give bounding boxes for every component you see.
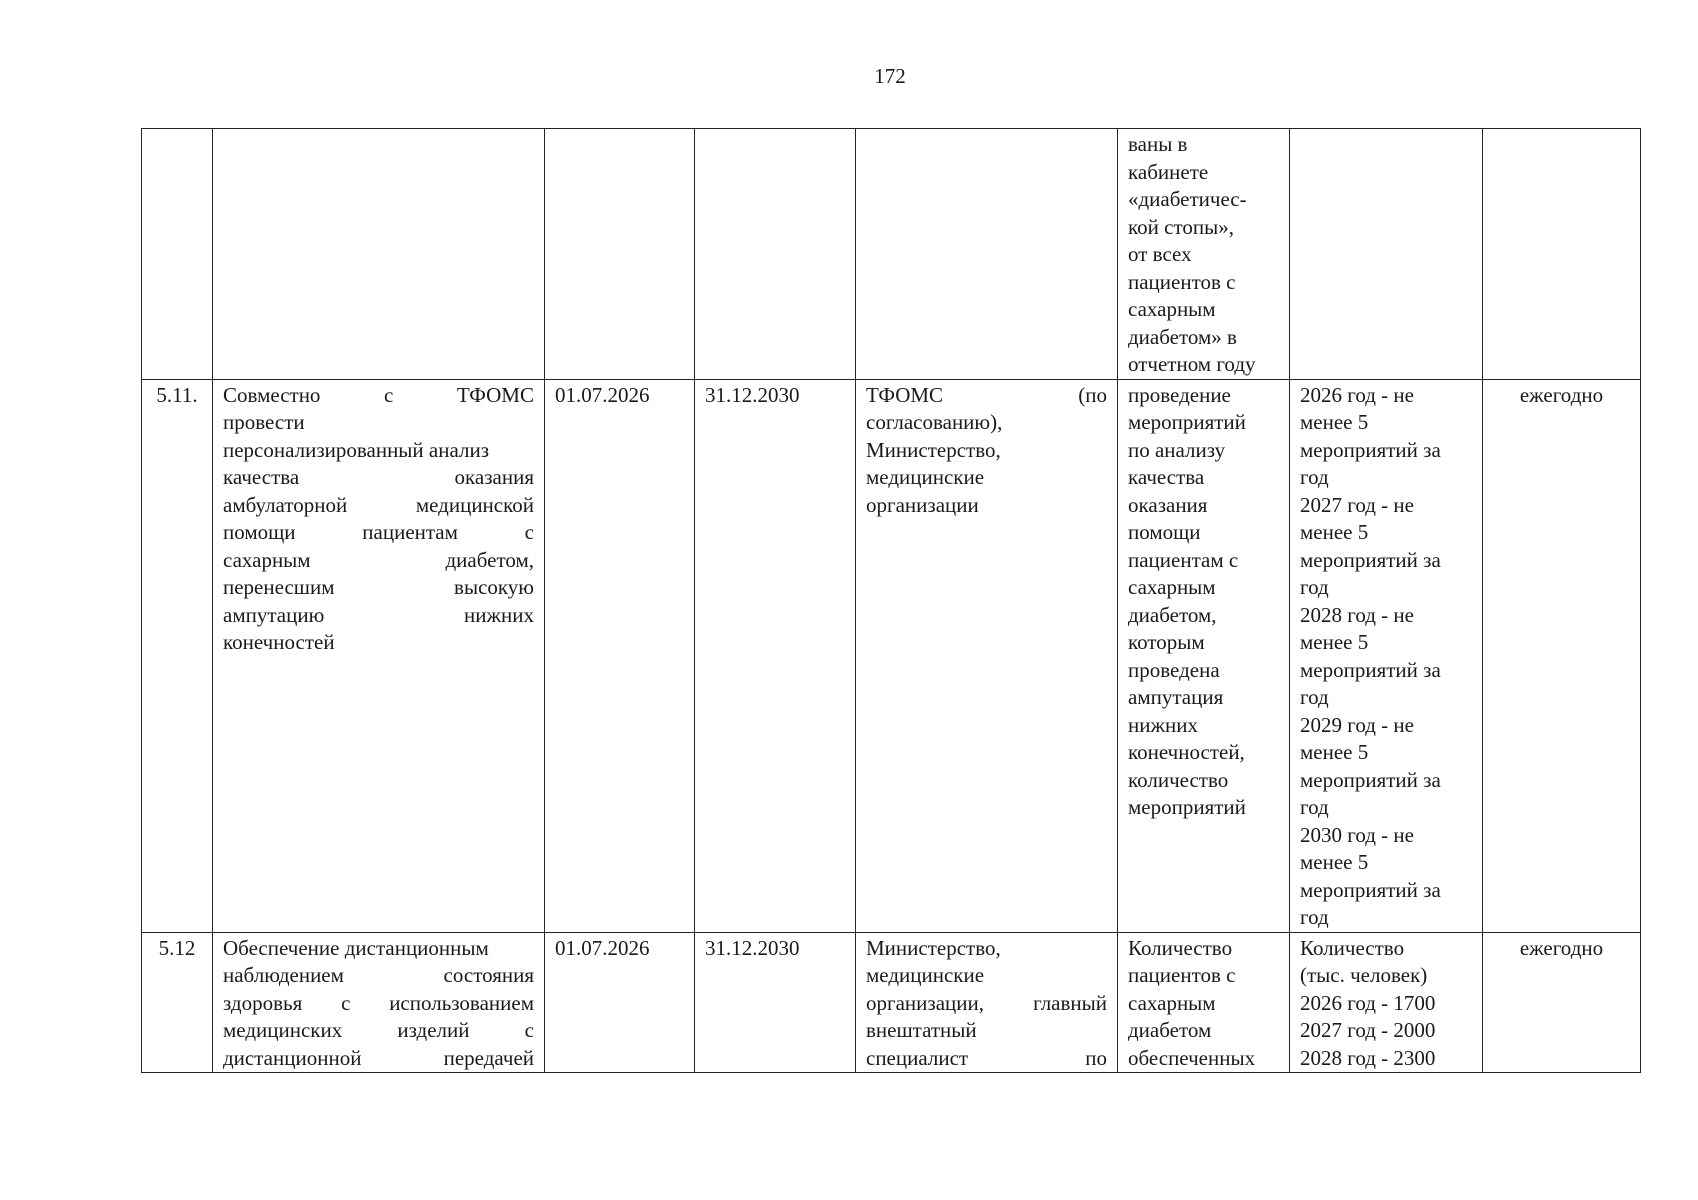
text-line: медицинских изделий с xyxy=(223,1018,534,1042)
cell-activity xyxy=(213,379,545,932)
text-line: организации, главный xyxy=(866,990,1107,1015)
text-line: дистанционной передачей xyxy=(223,1045,534,1070)
text-line: 2029 год - не xyxy=(1300,712,1414,737)
text-line: помощи пациентам с xyxy=(223,520,534,544)
table-row xyxy=(142,932,1641,1073)
text-line: диабетом» в xyxy=(1128,324,1237,349)
text-line: Совместно с ТФОМС xyxy=(223,382,534,407)
text-line: амбулаторной медицинской xyxy=(223,492,534,517)
text-line: мероприятий за xyxy=(1300,547,1441,572)
text-line: мероприятий за xyxy=(1300,657,1441,682)
text-line: менее 5 xyxy=(1300,850,1369,874)
text-line: мероприятий xyxy=(1128,795,1246,819)
text-line: организации xyxy=(866,492,979,517)
cell-target-value xyxy=(1290,932,1483,1073)
text-line: «диабетичес- xyxy=(1128,187,1247,211)
text-line: год xyxy=(1300,905,1329,929)
cell-responsible xyxy=(856,379,1118,932)
text-line: которым xyxy=(1128,630,1205,654)
text-line: от всех xyxy=(1128,242,1192,266)
cell-start-date: 01.07.2026 xyxy=(545,932,695,1073)
text-line: ампутация xyxy=(1128,685,1224,709)
text-line: мероприятий за xyxy=(1300,877,1441,902)
text-line: медицинские xyxy=(866,963,985,987)
text-line: медицинские xyxy=(866,465,985,489)
text-line: оказания xyxy=(1128,492,1208,517)
text-line: менее 5 xyxy=(1300,630,1369,654)
cell-number xyxy=(142,129,213,380)
text-line: 2030 год - не xyxy=(1300,822,1414,847)
text-line: менее 5 xyxy=(1300,520,1369,544)
text-line: сахарным xyxy=(1128,575,1216,599)
text-line: ампутацию нижних xyxy=(223,602,534,627)
text-line: обеспеченных xyxy=(1128,1045,1256,1070)
cell-indicator xyxy=(1118,379,1290,932)
cell-end-date xyxy=(695,129,856,380)
text-line: диабетом, xyxy=(1128,602,1217,627)
text-line: персонализированный анализ xyxy=(223,437,489,462)
text-line: пациентов с xyxy=(1128,963,1236,987)
text-line: здоровья с использованием xyxy=(223,990,534,1015)
text-line: нижних xyxy=(1128,712,1198,737)
cell-responsible xyxy=(856,932,1118,1073)
text-line: ваны в xyxy=(1128,132,1188,156)
text-line: конечностей, xyxy=(1128,740,1245,764)
text-line: Количество xyxy=(1300,935,1405,960)
cell-number: 5.11. xyxy=(142,379,213,932)
page-number: 172 xyxy=(874,64,906,88)
cell-reporting-period: ежегодно xyxy=(1483,379,1641,932)
cell-target-value xyxy=(1290,379,1483,932)
cell-reporting-period: ежегодно xyxy=(1483,932,1641,1073)
text-line: год xyxy=(1300,465,1329,489)
text-line: качества оказания xyxy=(223,465,534,489)
text-line: Министерство, xyxy=(866,437,1001,462)
text-line: 2026 год - 1700 xyxy=(1300,990,1436,1015)
text-line: количество xyxy=(1128,767,1229,792)
cell-end-date: 31.12.2030 xyxy=(695,379,856,932)
text-line: кой стопы», xyxy=(1128,214,1234,239)
cell-reporting-period xyxy=(1483,129,1641,380)
text-line: помощи xyxy=(1128,520,1201,544)
cell-activity xyxy=(213,932,545,1073)
text-line: наблюдением состояния xyxy=(223,963,534,987)
text-line: 2028 год - 2300 xyxy=(1300,1045,1436,1070)
text-line: внештатный xyxy=(866,1018,977,1042)
text-line: 2027 год - 2000 xyxy=(1300,1018,1436,1042)
text-line: 2027 год - не xyxy=(1300,492,1414,517)
cell-indicator xyxy=(1118,129,1290,380)
text-line: конечностей xyxy=(223,630,335,654)
text-line: провести xyxy=(223,410,305,434)
text-line: по анализу xyxy=(1128,437,1226,462)
text-line: диабетом xyxy=(1128,1018,1212,1042)
text-line: проведение xyxy=(1128,382,1231,407)
text-line: качества xyxy=(1128,465,1205,489)
cell-target-value xyxy=(1290,129,1483,380)
cell-responsible xyxy=(856,129,1118,380)
text-line: мероприятий за xyxy=(1300,767,1441,792)
cell-start-date xyxy=(545,129,695,380)
text-line: ТФОМС (по xyxy=(866,382,1107,407)
text-line: менее 5 xyxy=(1300,410,1369,434)
text-line: перенесшим высокую xyxy=(223,575,534,599)
cell-indicator xyxy=(1118,932,1290,1073)
activities-table xyxy=(141,128,1641,1073)
text-line: Министерство, xyxy=(866,935,1001,960)
cell-number: 5.12 xyxy=(142,932,213,1073)
text-line: специалист по xyxy=(866,1045,1107,1070)
cell-start-date: 01.07.2026 xyxy=(545,379,695,932)
text-line: год xyxy=(1300,685,1329,709)
text-line: сахарным xyxy=(1128,990,1216,1015)
text-line: менее 5 xyxy=(1300,740,1369,764)
table-row xyxy=(142,379,1641,932)
cell-activity xyxy=(213,129,545,380)
text-line: мероприятий за xyxy=(1300,437,1441,462)
text-line: 2028 год - не xyxy=(1300,602,1414,627)
text-line: кабинете xyxy=(1128,159,1209,184)
text-line: год xyxy=(1300,795,1329,819)
text-line: сахарным диабетом, xyxy=(223,547,534,572)
text-line: проведена xyxy=(1128,657,1220,682)
text-line: согласованию), xyxy=(866,410,1003,434)
text-line: год xyxy=(1300,575,1329,599)
text-line: (тыс. человек) xyxy=(1300,963,1428,987)
text-line: пациентам с xyxy=(1128,547,1239,572)
table-row xyxy=(142,129,1641,380)
cell-end-date: 31.12.2030 xyxy=(695,932,856,1073)
text-line: сахарным xyxy=(1128,297,1216,321)
text-line: мероприятий xyxy=(1128,410,1246,434)
text-line: пациентов с xyxy=(1128,269,1236,294)
text-line: Количество xyxy=(1128,935,1233,960)
text-line: 2026 год - не xyxy=(1300,382,1414,407)
text-line: Обеспечение дистанционным xyxy=(223,935,489,960)
text-line: отчетном году xyxy=(1128,352,1256,376)
